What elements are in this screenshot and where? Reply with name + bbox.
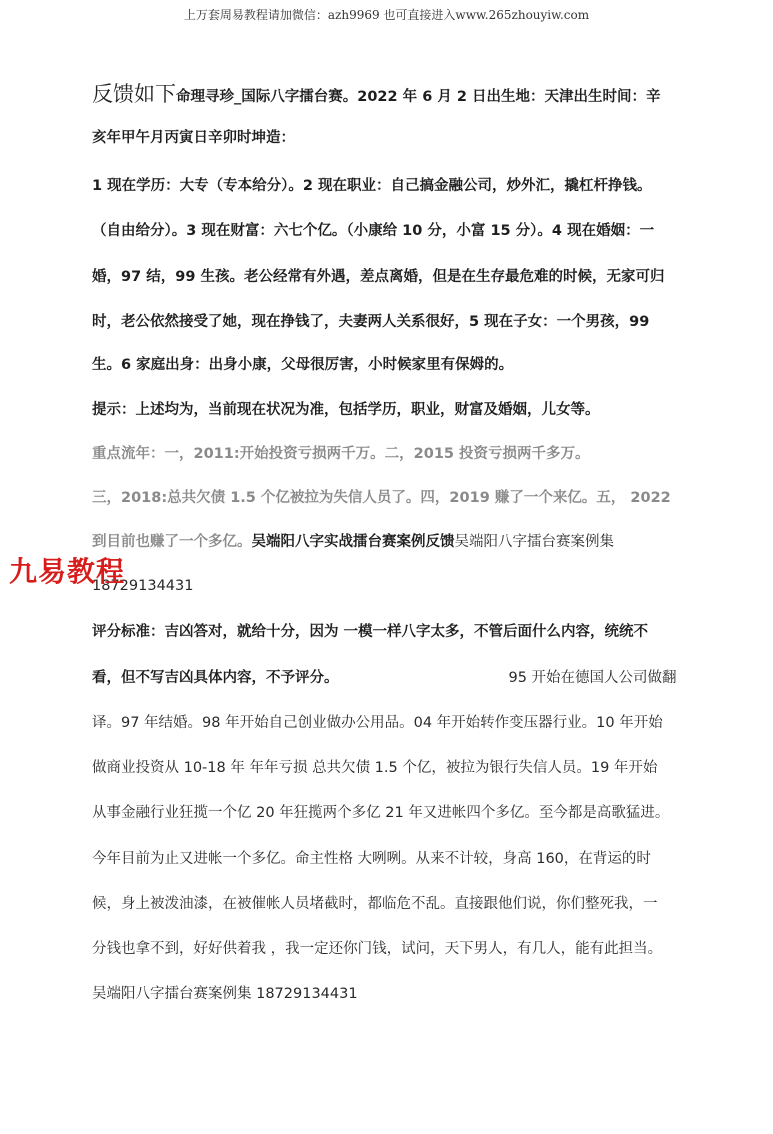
scoring-line1: 评分标准：吉凶答对，就给十分，因为 一模一样八字太多，不管后面什么内容，统统不 bbox=[92, 624, 649, 640]
story-line2: 做商业投资从 10-18 年 年年亏损 总共欠债 1.5 个亿，被拉为银行失信人员。19 年开始 bbox=[92, 760, 658, 776]
page-header: 上万套周易教程请加微信：azh9969 也可直接进入www.265zhouyiw.com bbox=[183, 8, 590, 22]
scoring-line2-bold: 看，但不写吉凶具体内容，不予评分。 bbox=[92, 670, 339, 686]
story-line5: 候，身上被泼油漆，在被催帐人员堵截时，都临危不乱。直接跟他们说，你们整死我，一 bbox=[92, 896, 658, 912]
case-feedback-title: 吴端阳八字实战擂台赛案例反馈 bbox=[251, 534, 455, 550]
case-collection-label: 吴端阳八字擂台赛案例集 bbox=[454, 534, 614, 550]
key-years-line2: 三，2018:总共欠债 1.5 个亿被拉为失信人员了。四，2019 赚了一个来亿。五， 2022 bbox=[92, 490, 671, 506]
paragraph1-line2: 亥年甲午月丙寅日辛卯时坤造： bbox=[92, 130, 295, 146]
footer-line: 吴端阳八字擂台赛案例集 18729134431 bbox=[92, 986, 358, 1002]
phone-number: 18729134431 bbox=[92, 578, 194, 594]
story-line4: 今年目前为止又进帐一个多亿。命主性格 大咧咧。从来不计较，身高 160，在背运的时 bbox=[92, 851, 651, 867]
paragraph1-line1-text: 命理寻珍_国际八字擂台赛。2022 年 6 月 2 日出生地：天津出生时间：辛 bbox=[176, 89, 661, 105]
story-line1: 译。97 年结婚。98 年开始自己创业做办公用品。04 年开始转作变压器行业。10 年开始 bbox=[92, 715, 663, 731]
story-line3: 从事金融行业狂揽一个亿 20 年狂揽两个多亿 21 年又进帐四个多亿。至今都是高歌猛进。 bbox=[92, 805, 670, 821]
key-years-line3 bbox=[92, 530, 614, 551]
scoring-line2 bbox=[92, 666, 677, 687]
story-line6: 分钱也拿不到，好好供着我 ，我一定还你门钱，试问，天下男人，有几人，能有此担当。 bbox=[92, 941, 663, 957]
key-years-line3-gray: 到目前也赚了一个多亿。 bbox=[92, 534, 252, 550]
paragraph1-line4: （自由给分）。3 现在财富：六七个亿。（小康给 10 分，小富 15 分）。4 现在婚姻：一 bbox=[92, 223, 655, 239]
watermark-logo: 九易教程 bbox=[9, 555, 126, 588]
paragraph1-line6: 时，老公依然接受了她，现在挣钱了，夫妻两人关系很好，5 现在子女：一个男孩，99 bbox=[92, 314, 650, 330]
scoring-line2-normal: 95 开始在德国人公司做翻 bbox=[508, 670, 677, 686]
key-years-line1: 重点流年：一，2011:开始投资亏损两千万。二，2015 投资亏损两千多万。 bbox=[92, 446, 590, 462]
feedback-heading: 反馈如下 bbox=[92, 82, 176, 106]
hint-line: 提示：上述均为，当前现在状况为准，包括学历，职业，财富及婚姻，儿女等。 bbox=[92, 402, 600, 418]
paragraph1-line3: 1 现在学历：大专（专本给分）。2 现在职业：自己搞金融公司，炒外汇，撬杠杆挣钱。 bbox=[92, 178, 652, 194]
paragraph1-line5: 婚，97 结，99 生孩。老公经常有外遇，差点离婚，但是在生存最危难的时候，无家可归 bbox=[92, 269, 665, 285]
paragraph1-line1 bbox=[92, 78, 661, 108]
paragraph1-line7: 生。6 家庭出身：出身小康，父母很厉害，小时候家里有保姆的。 bbox=[92, 357, 514, 373]
